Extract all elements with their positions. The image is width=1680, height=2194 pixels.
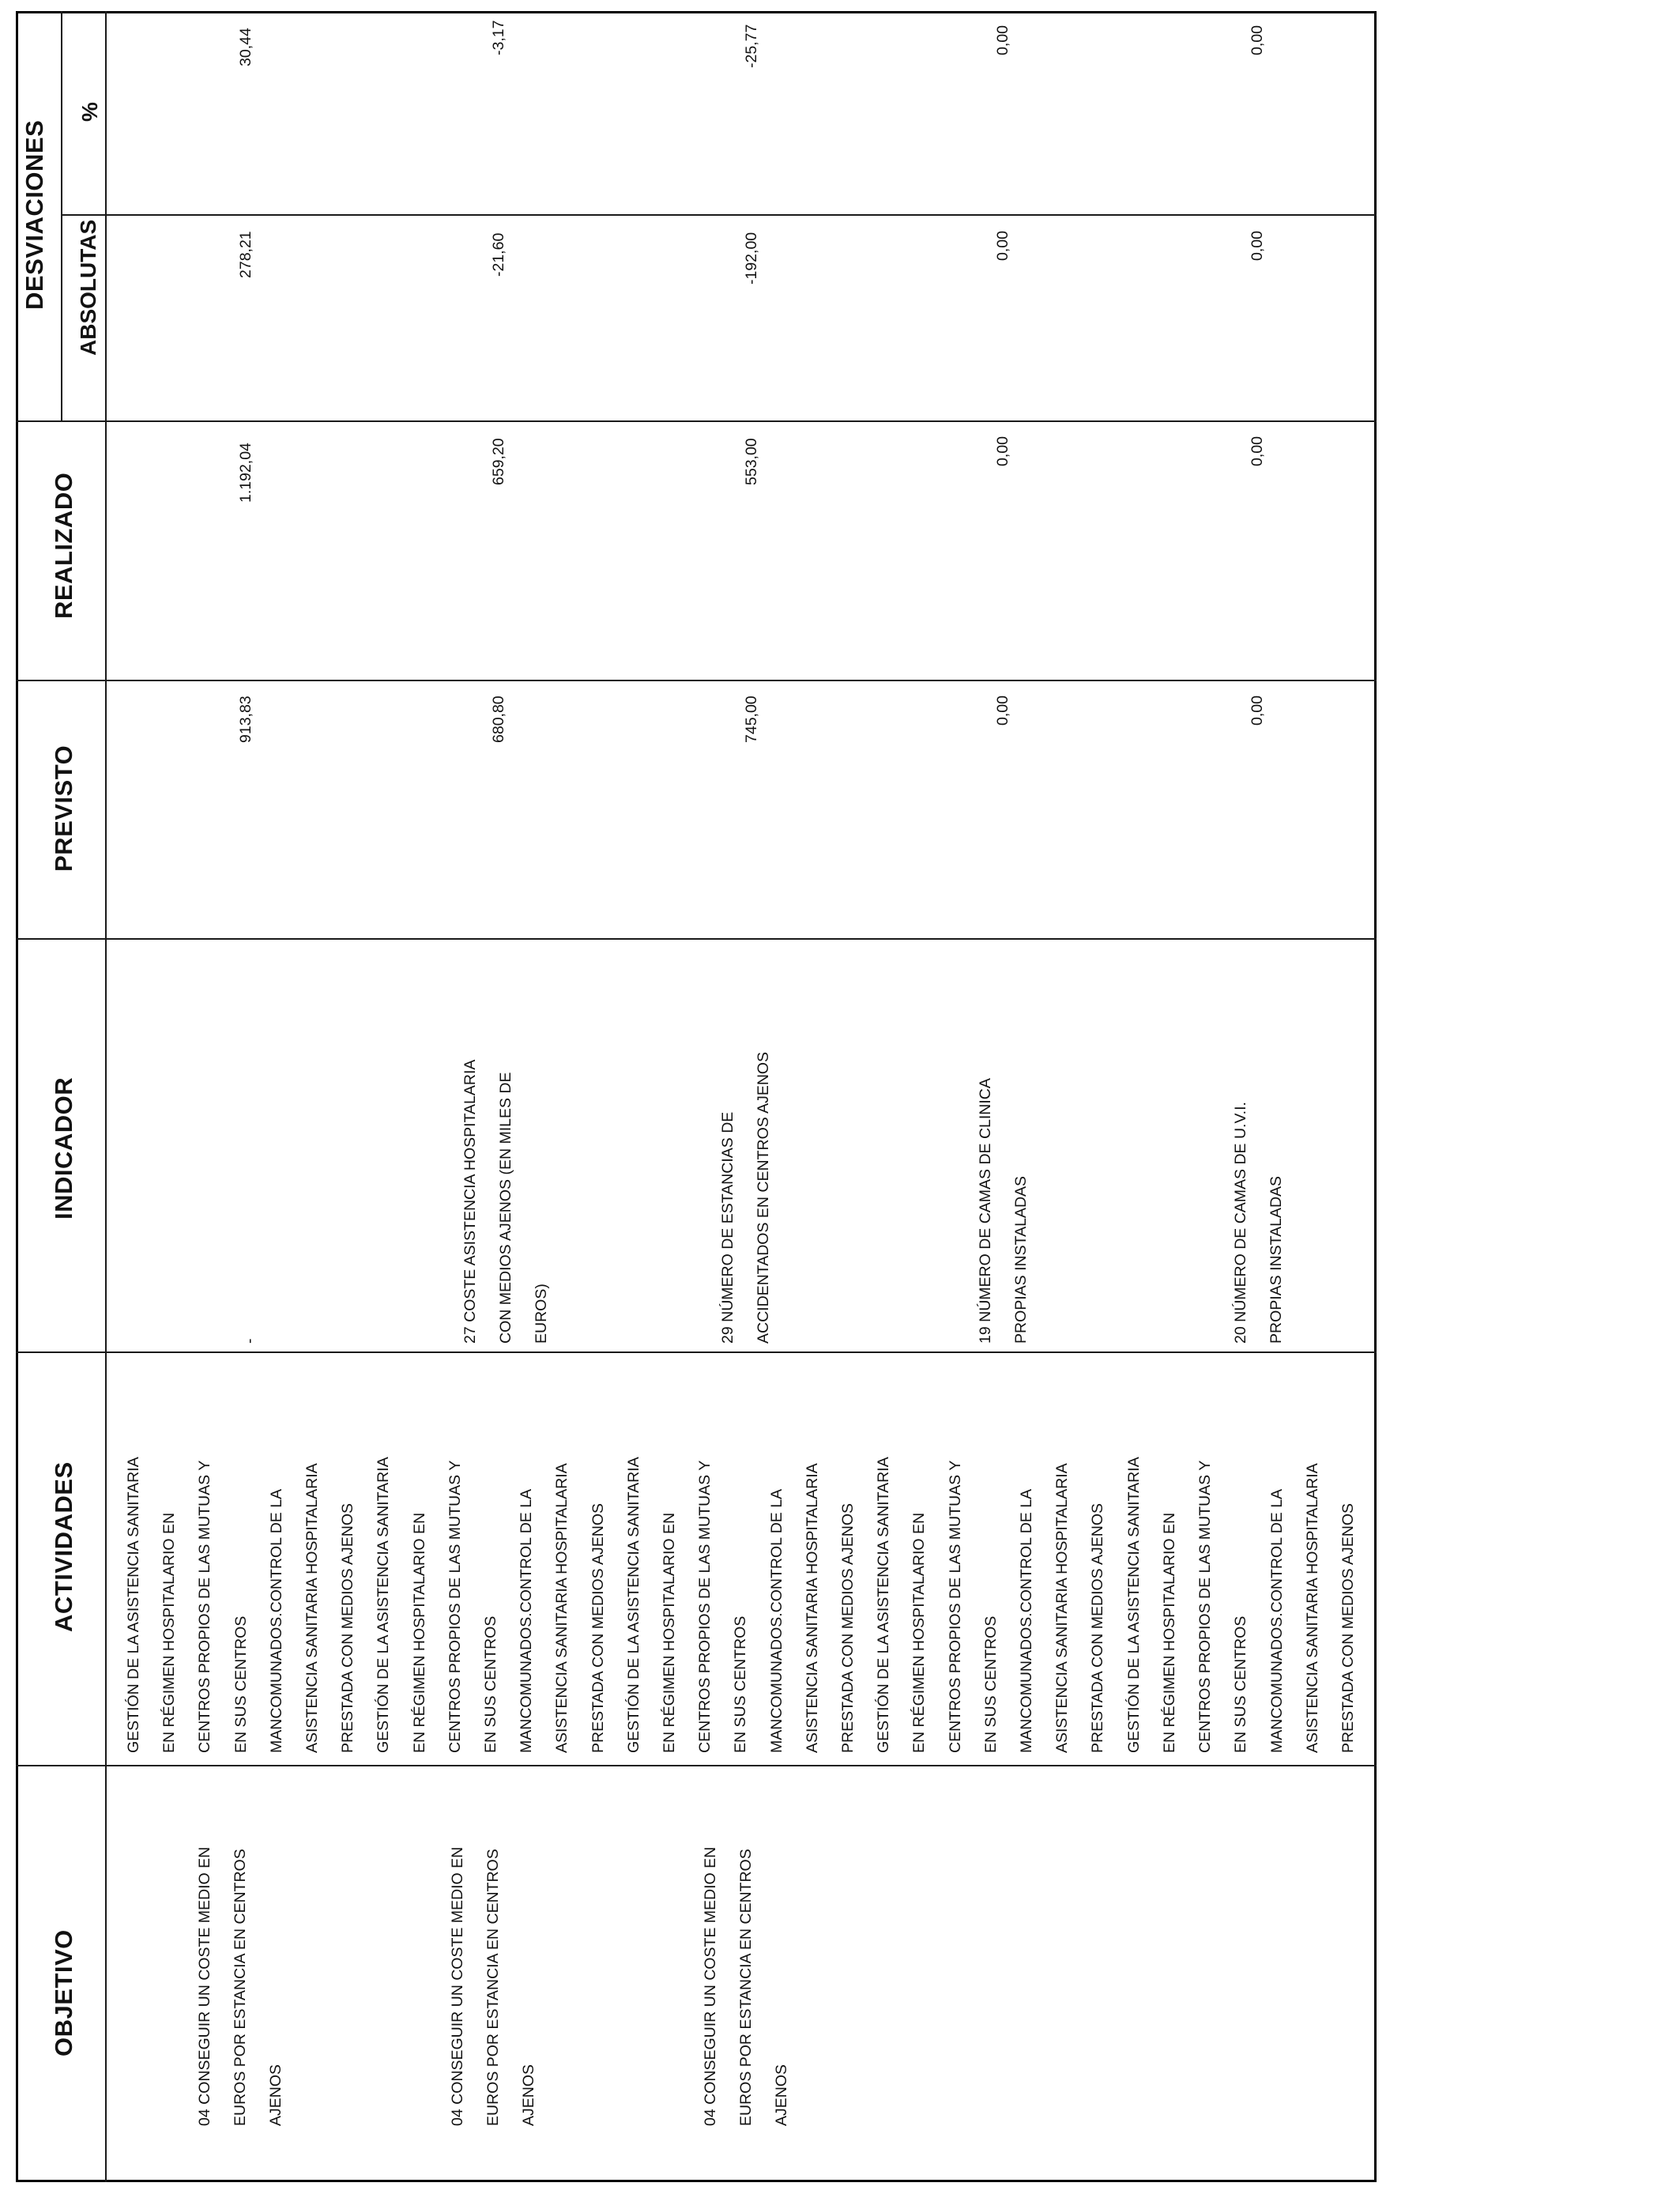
actividad-line: PRESTADA CON MEDIOS AJENOS <box>1339 1502 1357 1753</box>
actividad-line: EN RÉGIMEN HOSPITALARIO EN <box>910 1512 929 1753</box>
objetivo-line: EUROS POR ESTANCIA EN CENTROS <box>484 1849 502 2126</box>
table-border-top <box>16 11 1377 13</box>
objetivo-block <box>187 1847 294 2126</box>
actividad-line: EN SUS CENTROS <box>981 1615 1000 1753</box>
actividad-line: MANCOMUNADOS.CONTROL DE LA <box>1018 1488 1036 1753</box>
table-border-right <box>1374 11 1377 2182</box>
actividad-line: ASISTENCIA SANITARIA HOSPITALARIA <box>1303 1463 1321 1753</box>
actividad-line: EN SUS CENTROS <box>482 1615 500 1753</box>
actividad-line: MANCOMUNADOS.CONTROL DE LA <box>267 1488 285 1753</box>
actividad-line: CENTROS PROPIOS DE LAS MUTUAS Y <box>946 1460 964 1753</box>
column-line-absolutas <box>61 214 1377 216</box>
table-border-bottom <box>16 2180 1377 2182</box>
header-porcentaje: % <box>77 102 102 122</box>
actividad-line: ASISTENCIA SANITARIA HOSPITALARIA <box>553 1463 571 1753</box>
actividad-line: GESTIÓN DE LA ASISTENCIA SANITARIA <box>875 1457 893 1753</box>
objetivo-line: 04 CONSEGUIR UN COSTE MEDIO EN <box>196 1846 213 2126</box>
actividad-line: GESTIÓN DE LA ASISTENCIA SANITARIA <box>1124 1457 1143 1753</box>
previsto-value: 0,00 <box>994 696 1011 726</box>
actividad-line: MANCOMUNADOS.CONTROL DE LA <box>767 1488 785 1753</box>
column-line-objetivo <box>16 1765 1377 1766</box>
objetivo-line: EUROS POR ESTANCIA EN CENTROS <box>232 1849 249 2126</box>
actividad-line: ASISTENCIA SANITARIA HOSPITALARIA <box>303 1463 322 1753</box>
absolutas-value: 278,21 <box>237 231 254 278</box>
header-previsto: PREVISTO <box>50 745 77 872</box>
indicador-line: EUROS) <box>533 1284 550 1344</box>
absolutas-value: -21,60 <box>490 232 507 277</box>
header-objetivo: OBJETIVO <box>50 1929 77 2056</box>
objetivo-line: AJENOS <box>267 2064 284 2126</box>
actividad-line: EN RÉGIMEN HOSPITALARIO EN <box>410 1512 428 1753</box>
actividad-line: PRESTADA CON MEDIOS AJENOS <box>1089 1502 1107 1753</box>
realizado-value: 553,00 <box>743 438 760 485</box>
actividad-line: GESTIÓN DE LA ASISTENCIA SANITARIA <box>125 1457 142 1753</box>
previsto-value: 680,80 <box>490 696 507 743</box>
previsto-value: 745,00 <box>743 696 760 743</box>
previsto-value: 913,83 <box>237 696 254 743</box>
porcentaje-value: 0,00 <box>994 25 1011 55</box>
header-indicador: INDICADOR <box>50 1076 77 1220</box>
porcentaje-value: -25,77 <box>743 24 760 68</box>
header-actividades: ACTIVIDADES <box>50 1461 77 1632</box>
indicador-line: 27 COSTE ASISTENCIA HOSPITALARIA <box>461 1059 479 1344</box>
absolutas-value: 0,00 <box>994 231 1011 261</box>
actividad-line: PRESTADA CON MEDIOS AJENOS <box>339 1502 357 1753</box>
actividad-line: PRESTADA CON MEDIOS AJENOS <box>589 1502 607 1753</box>
realizado-value: 0,00 <box>994 436 1011 466</box>
indicador-line: - <box>241 1338 258 1344</box>
objetivo-line: 04 CONSEGUIR UN COSTE MEDIO EN <box>702 1846 719 2126</box>
objetivo-line: AJENOS <box>773 2064 790 2126</box>
previsto-value: 0,00 <box>1249 696 1266 726</box>
actividad-line: EN RÉGIMEN HOSPITALARIO EN <box>661 1512 679 1753</box>
realizado-value: 0,00 <box>1249 436 1266 466</box>
absolutas-value: 0,00 <box>1249 231 1266 261</box>
actividad-line: PRESTADA CON MEDIOS AJENOS <box>839 1502 857 1753</box>
column-line-previsto <box>16 680 1377 681</box>
actividad-line: MANCOMUNADOS.CONTROL DE LA <box>518 1488 536 1753</box>
objetivo-block <box>440 1847 547 2126</box>
column-line-indicador <box>16 938 1377 940</box>
indicador-line: 20 NÚMERO DE CAMAS DE U.V.I. <box>1232 1102 1249 1344</box>
indicador-block <box>968 1078 1039 1344</box>
actividad-line: EN SUS CENTROS <box>1232 1615 1250 1753</box>
objetivo-line: EUROS POR ESTANCIA EN CENTROS <box>737 1849 755 2126</box>
indicador-block <box>710 1052 782 1344</box>
indicador-line: PROPIAS INSTALADAS <box>1268 1175 1285 1344</box>
realizado-value: 659,20 <box>490 438 507 485</box>
indicador-block <box>232 1339 268 1344</box>
objetivo-line: 04 CONSEGUIR UN COSTE MEDIO EN <box>449 1846 466 2126</box>
actividad-line: CENTROS PROPIOS DE LAS MUTUAS Y <box>196 1460 214 1753</box>
header-separator <box>105 11 107 2182</box>
indicador-block <box>453 1060 559 1344</box>
realizado-value: 1.192,04 <box>237 443 254 503</box>
actividad-line: ASISTENCIA SANITARIA HOSPITALARIA <box>1053 1463 1072 1753</box>
indicador-line: CON MEDIOS AJENOS (EN MILES DE <box>497 1072 514 1344</box>
header-realizado: REALIZADO <box>50 472 77 619</box>
actividad-line: GESTIÓN DE LA ASISTENCIA SANITARIA <box>375 1457 393 1753</box>
actividad-line: CENTROS PROPIOS DE LAS MUTUAS Y <box>696 1460 714 1753</box>
column-line-actividades <box>16 1351 1377 1353</box>
desviaciones-subheader-line <box>61 11 62 420</box>
header-desviaciones: DESVIACIONES <box>21 119 48 310</box>
actividad-line: GESTIÓN DE LA ASISTENCIA SANITARIA <box>624 1457 642 1753</box>
porcentaje-value: -3,17 <box>490 20 507 55</box>
indicador-line: 29 NÚMERO DE ESTANCIAS DE <box>719 1111 736 1344</box>
objetivo-block <box>693 1847 800 2126</box>
column-line-realizado <box>16 420 1377 422</box>
actividad-line: EN SUS CENTROS <box>732 1615 750 1753</box>
indicador-line: 19 NÚMERO DE CAMAS DE CLINICA <box>977 1078 994 1344</box>
header-absolutas: ABSOLUTAS <box>76 219 100 356</box>
objetivo-line: AJENOS <box>520 2064 537 2126</box>
actividad-line: EN SUS CENTROS <box>232 1615 250 1753</box>
indicador-block <box>1223 1102 1294 1344</box>
absolutas-value: -192,00 <box>743 232 760 285</box>
actividad-line: ASISTENCIA SANITARIA HOSPITALARIA <box>803 1463 821 1753</box>
table-border-left <box>16 11 18 2182</box>
porcentaje-value: 30,44 <box>237 28 254 66</box>
actividad-line: EN RÉGIMEN HOSPITALARIO EN <box>1160 1512 1178 1753</box>
actividad-line: MANCOMUNADOS.CONTROL DE LA <box>1268 1488 1286 1753</box>
actividades-block <box>116 1457 1366 1753</box>
actividad-line: CENTROS PROPIOS DE LAS MUTUAS Y <box>446 1460 464 1753</box>
indicador-line: PROPIAS INSTALADAS <box>1012 1175 1030 1344</box>
indicador-line: ACCIDENTADOS EN CENTROS AJENOS <box>755 1051 772 1344</box>
porcentaje-value: 0,00 <box>1249 25 1266 55</box>
actividad-line: EN RÉGIMEN HOSPITALARIO EN <box>160 1512 179 1753</box>
actividad-line: CENTROS PROPIOS DE LAS MUTUAS Y <box>1196 1460 1215 1753</box>
